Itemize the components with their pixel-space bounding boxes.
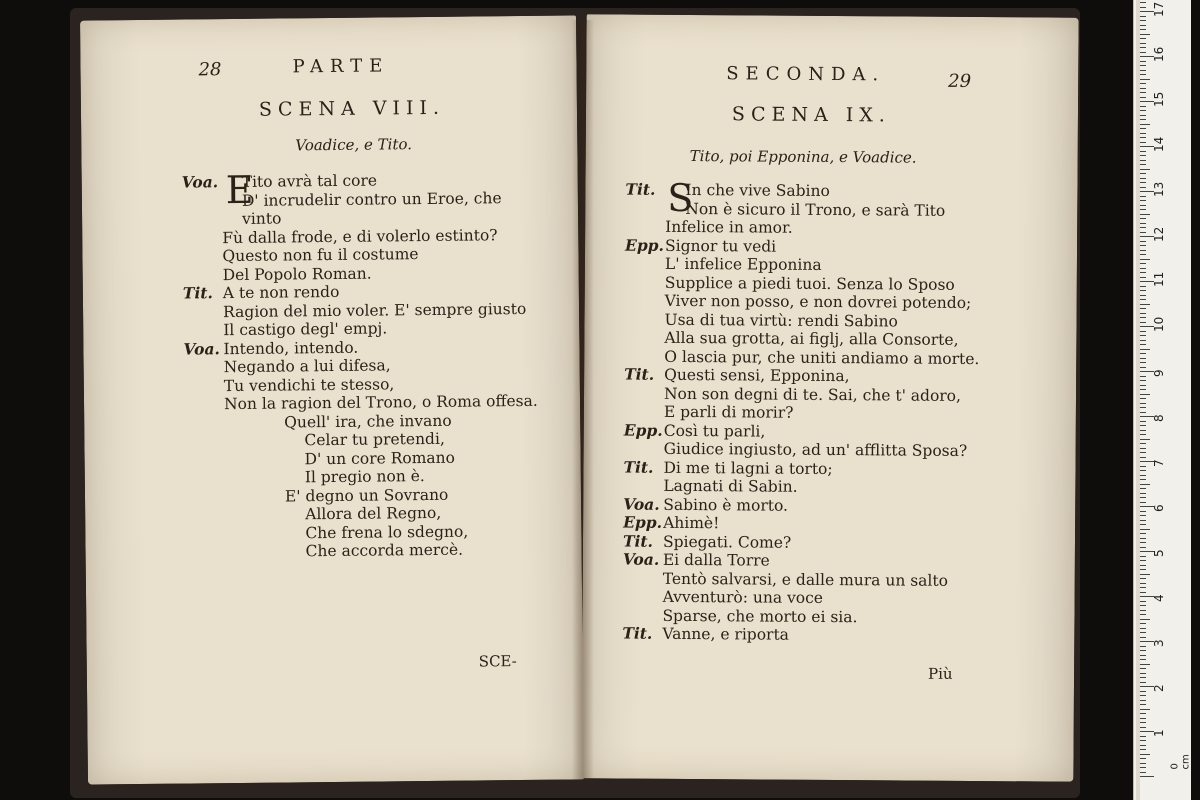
ruler-tick (1140, 533, 1146, 534)
ruler-number: 4 (1152, 594, 1166, 602)
ruler-tick (1140, 209, 1146, 210)
ruler-tick (1140, 709, 1150, 710)
ruler-tick (1140, 403, 1146, 404)
ruler-number: 8 (1152, 414, 1166, 422)
verse-text: A te non rendo (222, 282, 340, 303)
verse-text: L' infelice Epponina (664, 254, 822, 274)
verse-text: Sabino è morto. (663, 495, 789, 515)
ruler-edge (1136, 0, 1140, 800)
ruler-tick (1140, 272, 1146, 273)
ruler-tick (1140, 529, 1150, 530)
ruler-tick (1140, 758, 1146, 759)
verse-text: Lagnati di Sabin. (663, 476, 798, 496)
ruler-tick (1140, 2, 1146, 3)
ruler-tick (1140, 20, 1146, 21)
verse-text: Quell' ira, che invano (284, 411, 452, 432)
ruler-tick (1140, 497, 1146, 498)
speaker-label: Tit. (622, 531, 654, 551)
ruler-tick (1140, 430, 1146, 431)
verse-text: Tu vendichi te stesso, (223, 374, 395, 395)
ruler-tick (1140, 704, 1146, 705)
ruler-number: 1 (1152, 729, 1166, 737)
ruler-tick (1140, 151, 1146, 152)
ruler-tick (1140, 187, 1146, 188)
ruler-tick (1140, 173, 1146, 174)
ruler-tick (1140, 29, 1146, 30)
speaker-label: Epp. (624, 235, 665, 255)
ruler-tick (1140, 277, 1146, 278)
ruler-tick (1140, 367, 1146, 368)
left-characters: Voadice, e Tito. (295, 135, 413, 155)
speaker-label: Voa. (623, 494, 660, 514)
speaker-label: Voa. (183, 338, 220, 359)
verse-text: vinto (242, 209, 282, 228)
ruler-tick (1140, 772, 1146, 773)
ruler-tick (1140, 160, 1146, 161)
ruler-tick (1140, 749, 1146, 750)
ruler-tick (1140, 241, 1146, 242)
ruler-tick (1140, 227, 1146, 228)
ruler-tick (1140, 398, 1146, 399)
verse-text: Supplice a piedi tuoi. Senza lo Sposo (664, 273, 955, 294)
verse-text: Il pregio non è. (304, 467, 425, 487)
verse-text: Celar tu pretendi, (304, 429, 445, 450)
ruler-tick (1140, 659, 1146, 660)
verse-text: D' incrudelir contro un Eroe, che (241, 188, 502, 210)
ruler-tick (1140, 74, 1146, 75)
ruler-tick (1140, 362, 1146, 363)
verse-text: Giudice ingiusto, ad un' afflitta Sposa? (663, 439, 968, 460)
ruler-number: 15 (1152, 91, 1166, 107)
ruler-tick (1140, 322, 1146, 323)
verse-text: Fù dalla frode, e di volerlo estinto? (222, 225, 498, 247)
verse-text: Ahimè! (663, 513, 720, 533)
ruler-tick (1140, 394, 1150, 395)
right-page-number: 29 (948, 70, 972, 92)
ruler-number: 16 (1152, 46, 1166, 62)
ruler-tick (1140, 493, 1146, 494)
ruler-tick (1140, 592, 1146, 593)
ruler-tick (1140, 677, 1146, 678)
ruler-tick (1140, 407, 1146, 408)
ruler-tick (1140, 515, 1146, 516)
ruler-tick (1140, 565, 1146, 566)
ruler-number: 5 (1152, 549, 1166, 557)
verse-text: Del Popolo Roman. (222, 264, 372, 284)
ruler-tick (1140, 448, 1146, 449)
ruler-number: 7 (1152, 459, 1166, 467)
ruler-tick (1140, 727, 1146, 728)
ruler-tick (1140, 286, 1146, 287)
ruler-tick (1140, 673, 1146, 674)
ruler-tick (1140, 16, 1146, 17)
ruler-number: 11 (1152, 271, 1166, 287)
ruler-tick (1140, 574, 1150, 575)
ruler-tick (1140, 439, 1150, 440)
ruler-tick (1140, 682, 1146, 683)
ruler-tick (1140, 308, 1146, 309)
ruler-tick (1140, 385, 1146, 386)
verse-text: Avventurò: una voce (662, 587, 824, 607)
left-scene-title: SCENA VIII. (258, 96, 446, 121)
ruler-tick (1140, 443, 1146, 444)
ruler-tick (1140, 128, 1146, 129)
ruler-tick (1140, 70, 1146, 71)
verse-text: Intendo, intendo. (223, 338, 359, 358)
speaker-label: Voa. (181, 172, 219, 192)
ruler-tick (1140, 299, 1146, 300)
ruler-tick (1140, 353, 1146, 354)
left-drop-cap: E (225, 167, 254, 213)
ruler-tick (1140, 349, 1150, 350)
ruler-tick (1140, 335, 1146, 336)
speaker-label: Tit. (624, 364, 655, 384)
ruler-tick (1140, 488, 1146, 489)
left-verse-block (181, 171, 538, 562)
ruler-tick (1140, 200, 1146, 201)
ruler-tick (1140, 331, 1146, 332)
right-characters: Tito, poi Epponina, e Voadice. (689, 147, 917, 167)
verse-text: E' degno un Sovrano (284, 485, 449, 505)
ruler-tick (1140, 713, 1146, 714)
ruler-tick (1140, 547, 1146, 548)
ruler-tick (1140, 259, 1150, 260)
speaker-label: Voa. (622, 549, 660, 569)
ruler-tick (1140, 619, 1150, 620)
verse-text: O lascia pur, che uniti andiamo a morte. (664, 347, 980, 368)
ruler-tick (1140, 668, 1146, 669)
ruler-tick (1140, 263, 1146, 264)
ruler-tick (1140, 34, 1150, 35)
ruler-tick (1140, 380, 1146, 381)
speaker-label: Tit. (182, 283, 213, 303)
ruler-tick (1140, 79, 1150, 80)
verse-text: Il castigo degl' empj. (223, 319, 388, 340)
ruler-tick (1140, 736, 1146, 737)
ruler-tick (1140, 718, 1146, 719)
left-page-number: 28 (198, 59, 222, 81)
ruler-unit-label: 0 cm (1169, 754, 1192, 770)
verse-text: Ei dalla Torre (662, 550, 770, 570)
ruler-number: 13 (1152, 181, 1166, 197)
ruler-tick (1140, 623, 1146, 624)
verse-text: E parli di morir? (663, 402, 794, 422)
ruler-tick (1140, 83, 1146, 84)
ruler-tick (1140, 479, 1146, 480)
ruler-tick (1140, 389, 1146, 390)
verse-text: In che vive Sabino (685, 180, 830, 200)
right-running-head: SECONDA. (726, 63, 886, 86)
ruler-tick (1140, 7, 1146, 8)
ruler-tick (1140, 43, 1146, 44)
right-drop-cap: S (667, 175, 694, 221)
ruler-tick (1140, 754, 1150, 755)
ruler-tick (1140, 344, 1146, 345)
ruler-tick (1140, 484, 1150, 485)
ruler-tick (1140, 205, 1146, 206)
right-verse-block (622, 179, 980, 644)
ruler-tick (1140, 502, 1146, 503)
ruler-number: 3 (1152, 639, 1166, 647)
verse-text: Alla sua grotta, ai figlj, alla Consorte, (664, 328, 959, 349)
ruler-tick (1140, 218, 1146, 219)
ruler-tick (1140, 556, 1146, 557)
verse-text: Questi sensi, Epponina, (664, 365, 850, 386)
ruler-tick (1140, 182, 1146, 183)
book-gutter (572, 20, 594, 780)
measuring-ruler (1133, 0, 1191, 800)
speaker-label: Epp. (623, 512, 663, 532)
ruler-tick (1140, 245, 1146, 246)
ruler-tick (1140, 452, 1146, 453)
ruler-tick (1140, 250, 1146, 251)
ruler-tick (1140, 776, 1154, 777)
speaker-label: Epp. (623, 420, 663, 440)
ruler-number: 10 (1152, 316, 1166, 332)
ruler-tick (1140, 25, 1146, 26)
ruler-tick (1140, 142, 1146, 143)
verse-text: D' un core Romano (304, 448, 455, 468)
verse-text: Viver non posso, e non dovrei potendo; (664, 291, 972, 312)
ruler-tick (1140, 115, 1146, 116)
ruler-tick (1140, 560, 1146, 561)
ruler-tick (1140, 614, 1146, 615)
verse-text: Di me ti lagni a torto; (663, 458, 833, 478)
ruler-tick (1140, 61, 1146, 62)
ruler-tick (1140, 137, 1146, 138)
ruler-tick (1140, 700, 1146, 701)
ruler-tick (1140, 434, 1146, 435)
ruler-tick (1140, 632, 1146, 633)
ruler-tick (1140, 538, 1146, 539)
ruler-tick (1140, 304, 1150, 305)
verse-text: Tito avrà tal core (241, 171, 378, 191)
ruler-number: 12 (1152, 226, 1166, 242)
ruler-tick (1140, 520, 1146, 521)
ruler-tick (1140, 92, 1146, 93)
ruler-tick (1140, 358, 1146, 359)
right-scene-title: SCENA IX. (731, 103, 891, 127)
verse-text: Vanne, e riporta (662, 624, 790, 644)
ruler-tick (1140, 223, 1146, 224)
ruler-number: 2 (1152, 684, 1166, 692)
ruler-tick (1140, 601, 1146, 602)
ruler-tick (1140, 110, 1146, 111)
ruler-tick (1140, 421, 1146, 422)
ruler-tick (1140, 605, 1146, 606)
verse-text: Non son degni di te. Sai, che t' adoro, (663, 384, 962, 405)
verse-text: Sparse, che morto ei sia. (662, 606, 858, 626)
ruler-tick (1140, 290, 1146, 291)
ruler-tick (1140, 457, 1146, 458)
speaker-label: Tit. (622, 623, 653, 643)
ruler-tick (1140, 691, 1146, 692)
ruler-tick (1140, 578, 1146, 579)
ruler-tick (1140, 52, 1146, 53)
ruler-tick (1140, 178, 1146, 179)
verse-text: Che accorda mercè. (305, 540, 464, 561)
ruler-tick (1140, 313, 1146, 314)
right-catchword: Più (928, 664, 953, 683)
ruler-tick (1140, 466, 1146, 467)
ruler-tick (1140, 124, 1150, 125)
verse-text: Così tu parli, (663, 421, 766, 441)
ruler-tick (1140, 254, 1146, 255)
left-catchword: SCE- (478, 652, 517, 671)
verse-text: Allora del Regno, (305, 503, 442, 524)
verse-text: Non la ragion del Trono, o Roma offesa. (223, 391, 538, 414)
verse-text: Ragion del mio voler. E' sempre giusto (222, 299, 527, 321)
verse-text: Questo non fu il costume (222, 245, 419, 266)
ruler-tick (1140, 232, 1146, 233)
ruler-tick (1140, 767, 1146, 768)
ruler-tick (1140, 133, 1146, 134)
ruler-tick (1140, 88, 1146, 89)
ruler-tick (1140, 587, 1146, 588)
ruler-number: 9 (1152, 369, 1166, 377)
ruler-tick (1140, 745, 1146, 746)
verse-text: Signor tu vedi (664, 236, 777, 256)
ruler-number: 14 (1152, 136, 1166, 152)
ruler-tick (1140, 542, 1146, 543)
ruler-tick (1140, 268, 1146, 269)
ruler-tick (1140, 97, 1146, 98)
ruler-tick (1140, 646, 1146, 647)
speaker-label: Tit. (625, 179, 656, 199)
ruler-tick (1140, 155, 1146, 156)
ruler-tick (1140, 763, 1146, 764)
left-running-head: PARTE (292, 55, 390, 78)
verse-text: Usa di tua virtù: rendi Sabino (664, 310, 898, 330)
verse-text: Infelice in amor. (665, 217, 793, 237)
ruler-tick (1140, 38, 1146, 39)
ruler-tick (1140, 511, 1146, 512)
ruler-tick (1140, 196, 1146, 197)
ruler-tick (1140, 664, 1150, 665)
ruler-tick (1140, 695, 1146, 696)
ruler-tick (1140, 412, 1146, 413)
ruler-tick (1140, 583, 1146, 584)
ruler-tick (1140, 610, 1146, 611)
ruler-tick (1140, 524, 1146, 525)
ruler-tick (1140, 425, 1146, 426)
ruler-tick (1140, 655, 1146, 656)
ruler-tick (1140, 164, 1146, 165)
verse-text: Che frena lo sdegno, (305, 522, 469, 542)
ruler-tick (1140, 650, 1146, 651)
ruler-tick (1140, 119, 1146, 120)
ruler-tick (1140, 106, 1146, 107)
right-page (581, 14, 1078, 781)
ruler-tick (1140, 722, 1146, 723)
verse-text: Spiegati. Come? (662, 532, 792, 552)
ruler-tick (1140, 376, 1146, 377)
ruler-tick (1140, 47, 1146, 48)
verse-text: Negando a lui difesa, (223, 356, 391, 377)
ruler-tick (1140, 295, 1146, 296)
verse-text: Tentò salvarsi, e dalle mura un salto (662, 569, 949, 590)
ruler-tick (1140, 475, 1146, 476)
ruler-tick (1140, 470, 1146, 471)
ruler-tick (1140, 65, 1146, 66)
ruler-tick (1140, 740, 1146, 741)
ruler-number: 6 (1152, 504, 1166, 512)
ruler-tick (1140, 214, 1150, 215)
ruler-tick (1140, 169, 1150, 170)
ruler-tick (1140, 340, 1146, 341)
ruler-tick (1140, 317, 1146, 318)
ruler-number: 17 (1152, 1, 1166, 17)
left-page (80, 15, 584, 784)
ruler-tick (1140, 569, 1146, 570)
ruler-tick (1140, 637, 1146, 638)
ruler-tick (1140, 628, 1146, 629)
speaker-label: Tit. (623, 457, 654, 477)
verse-text: Non è sicuro il Trono, e sarà Tito (685, 199, 946, 220)
